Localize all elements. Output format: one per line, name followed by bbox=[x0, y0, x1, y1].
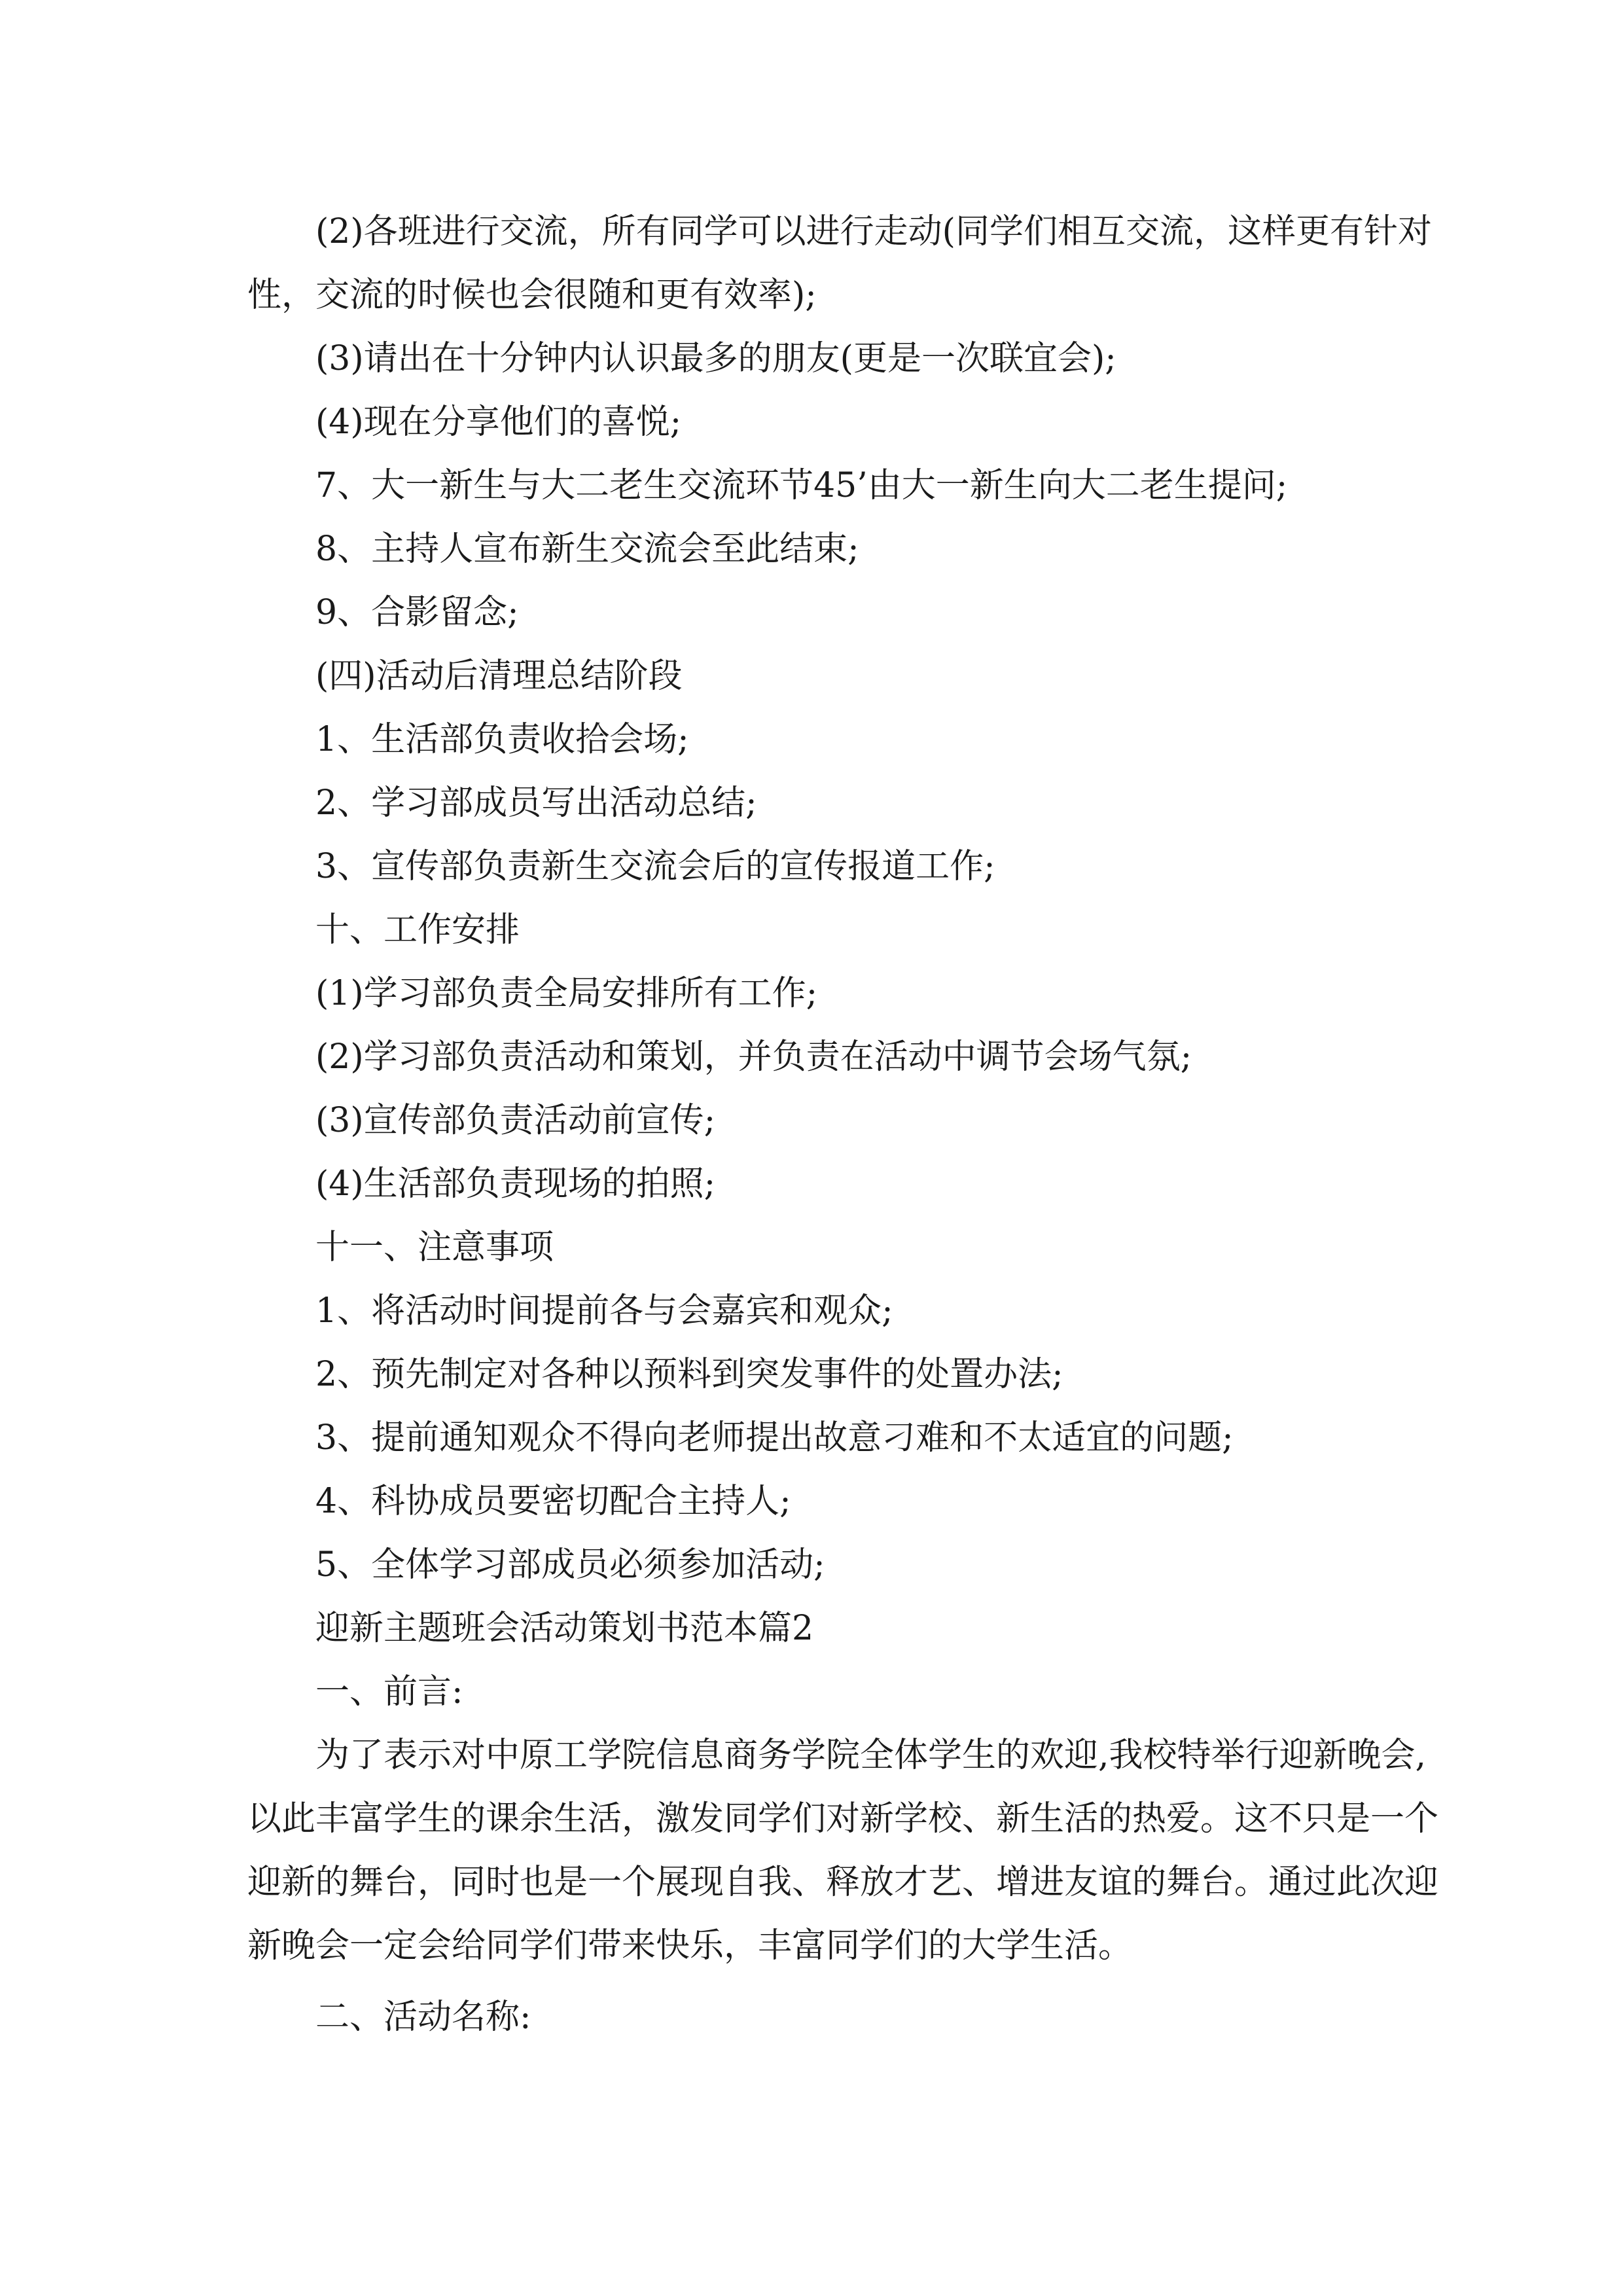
text-line: 4、科协成员要密切配合主持人; bbox=[315, 1482, 791, 1521]
text-line: (4)现在分享他们的喜悦; bbox=[315, 403, 682, 442]
text-line: 1、生活部负责收拾会场; bbox=[315, 720, 689, 759]
text-line: (2)学习部负责活动和策划，并负责在活动中调节会场气氛; bbox=[315, 1037, 1192, 1077]
text-line: 1、将活动时间提前各与会嘉宾和观众; bbox=[315, 1291, 893, 1331]
article-title: 迎新主题班会活动策划书范本篇2 bbox=[315, 1609, 814, 1648]
document-body bbox=[247, 200, 1439, 2049]
text-line: (4)生活部负责现场的拍照; bbox=[315, 1164, 716, 1204]
text-line: (1)学习部负责全局安排所有工作; bbox=[315, 974, 818, 1013]
text-line: (3)宣传部负责活动前宣传; bbox=[315, 1101, 716, 1140]
paragraph-line: 以此丰富学生的课余生活，激发同学们对新学校、新生活的热爱。这不只是一个 bbox=[247, 1799, 1439, 1839]
text-line: (2)各班进行交流，所有同学可以进行走动(同学们相互交流，这样更有针对 bbox=[315, 212, 1432, 251]
section-heading: 十、工作安排 bbox=[315, 910, 520, 950]
section-heading: (四)活动后清理总结阶段 bbox=[315, 656, 683, 696]
section-heading: 二、活动名称: bbox=[315, 1998, 531, 2037]
paragraph-line: 为了表示对中原工学院信息商务学院全体学生的欢迎,我校特举行迎新晚会, bbox=[315, 1736, 1427, 1775]
section-heading: 一、前言: bbox=[315, 1672, 463, 1712]
text-line: (3)请出在十分钟内认识最多的朋友(更是一次联宜会); bbox=[315, 339, 1116, 378]
text-line: 3、宣传部负责新生交流会后的宣传报道工作; bbox=[315, 847, 995, 886]
section-heading: 十一、注意事项 bbox=[315, 1228, 554, 1267]
paragraph-line: 新晚会一定会给同学们带来快乐，丰富同学们的大学生活。 bbox=[247, 1926, 1133, 1965]
text-line: 9、合影留念; bbox=[315, 593, 519, 632]
text-line: 8、主持人宣布新生交流会至此结束; bbox=[315, 529, 859, 569]
text-line: 7、大一新生与大二老生交流环节45’由大一新生向大二老生提问; bbox=[315, 466, 1288, 505]
text-line: 2、学习部成员写出活动总结; bbox=[315, 783, 757, 823]
text-line: 3、提前通知观众不得向老师提出故意刁难和不太适宜的问题; bbox=[315, 1418, 1234, 1458]
text-line: 5、全体学习部成员必须参加活动; bbox=[315, 1545, 825, 1585]
paragraph-line: 迎新的舞台，同时也是一个展现自我、释放才艺、增进友谊的舞台。通过此次迎 bbox=[247, 1863, 1439, 1902]
text-line: 性，交流的时候也会很随和更有效率); bbox=[247, 276, 817, 315]
text-line: 2、预先制定对各种以预料到突发事件的处置办法; bbox=[315, 1355, 1063, 1394]
